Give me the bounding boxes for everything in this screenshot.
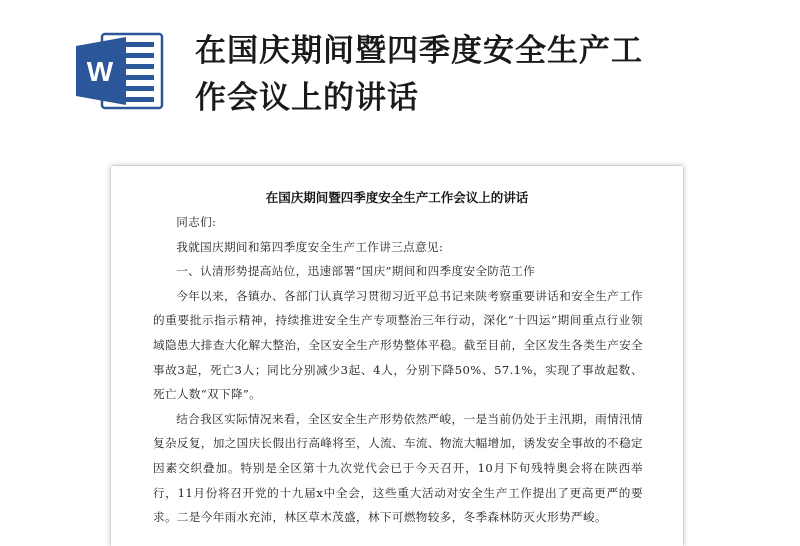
word-document-icon (76, 32, 164, 110)
document-paragraph-intro: 我就国庆期间和第四季度安全生产工作讲三点意见: (176, 239, 444, 254)
document-section-heading: 一、认清形势提高站位，迅速部署“国庆”期间和四季度安全防范工作 (176, 264, 536, 279)
page-title (195, 28, 755, 122)
document-page (111, 166, 683, 546)
header (0, 0, 800, 150)
document-paragraph-salutation: 同志们: (176, 215, 217, 229)
document-body (153, 210, 643, 530)
page-title-line-1: 在国庆期间暨四季度安全生产工 (195, 33, 643, 69)
document-paragraph: 今年以来，各镇办、各部门认真学习贯彻习近平总书记来陕考察重要讲话和安全生产工作的重要批示指示精神，持续推进安全生产专项整治三年行动，深化“十四运”期间重点行业领域隐患大排查大化解大整治，全区安全生产形势整体平稳。截至目前，全区发生各类生产安全事故3起，死亡3人；同比分别减少3起、4人，分别下降50%、57.1%，实现了事故起数、死亡人数“双下降”。 (153, 288, 643, 402)
word-icon-letter: W (86, 56, 114, 87)
page-title-line-2: 作会议上的讲话 (195, 80, 419, 116)
document-paragraph: 结合我区实际情况来看，全区安全生产形势依然严峻，一是当前仍处于主汛期，雨情汛情复杂反复，加之国庆长假出行高峰将至，人流、车流、物流大幅增加，诱发安全事故的不稳定因素交织叠加。特别是全区第十九次党代会已于今天召开，10月下旬残特奥会将在陕西举行，11月份将召开党的十九届x中全会，这些重大活动对安全生产工作提出了更高更严的要求。二是今年雨水充沛，林区草木茂盛，林下可燃物较多，冬季森林防灭火形势严峻。 (153, 411, 643, 525)
document-title: 在国庆期间暨四季度安全生产工作会议上的讲话 (265, 190, 529, 205)
